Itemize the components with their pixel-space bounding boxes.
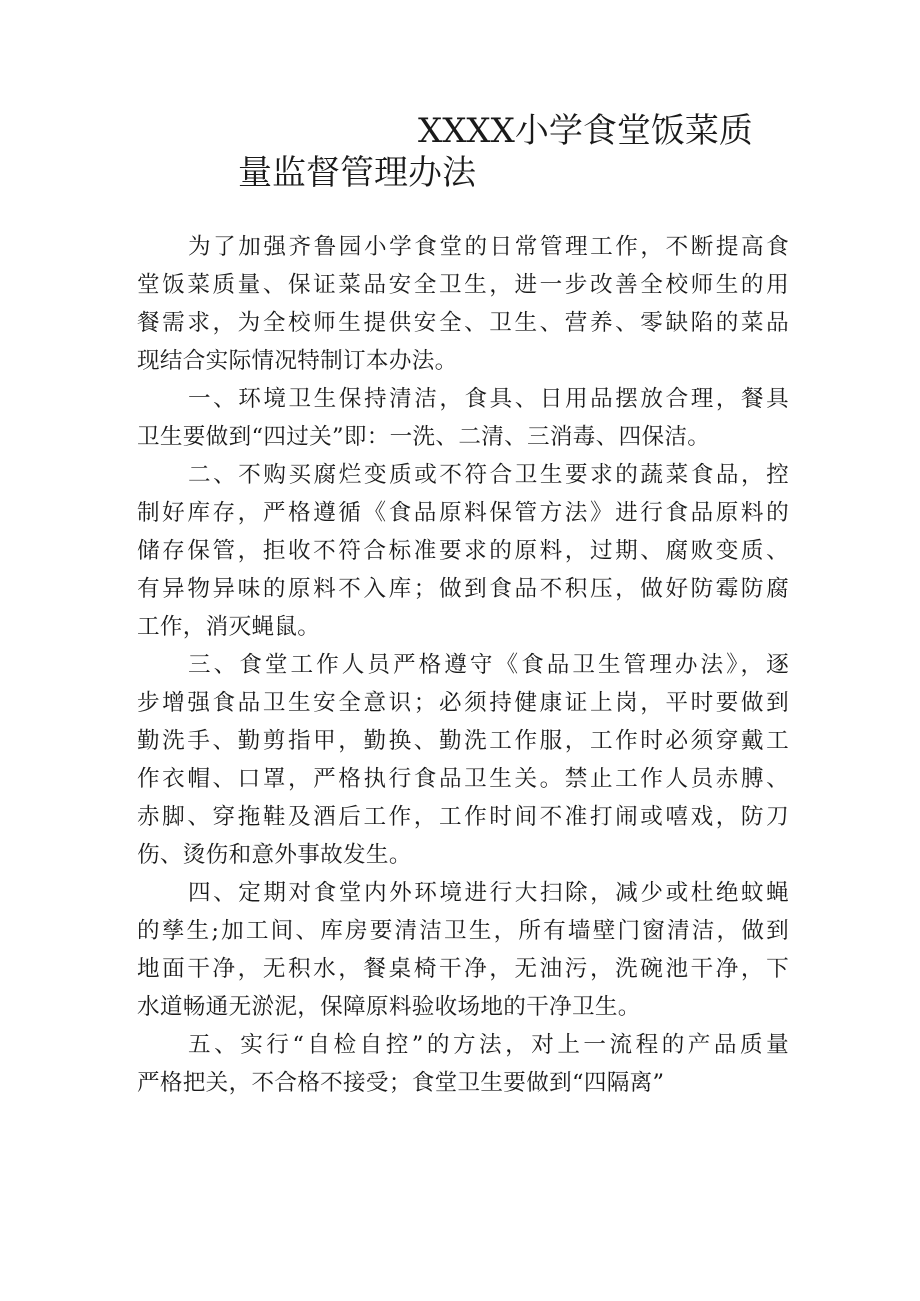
paragraph-line: 现结合实际情况特制订本办法。 (137, 348, 458, 374)
paragraph-line: 严格把关，不合格不接受；食堂卫生要做到“四隔离” (137, 1070, 665, 1096)
paragraph-line: 为了加强齐鲁园小学食堂的日常管理工作，不断提高食 (188, 234, 789, 260)
paragraph-line: 步增强食品卫生安全意识；必须持健康证上岗，平时要做到 (137, 690, 789, 716)
document-body (137, 228, 789, 1102)
paragraph-line: 地面干净，无积水，餐桌椅干净，无油污，洗碗池干净，下 (137, 956, 789, 982)
paragraph-line: 勤洗手、勤剪指甲，勤换、勤洗工作服，工作时必须穿戴工 (137, 728, 789, 754)
paragraph-line: 赤脚、穿拖鞋及酒后工作，工作时间不准打闹或嘻戏，防刀 (137, 804, 789, 830)
paragraph-line: 一、环境卫生保持清洁，食具、日用品摆放合理，餐具 (188, 386, 789, 412)
paragraph-line: 四、定期对食堂内外环境进行大扫除，减少或杜绝蚊蝇 (188, 880, 789, 906)
paragraph-line: 作衣帽、口罩，严格执行食品卫生关。禁止工作人员赤膊、 (137, 766, 789, 792)
paragraph-line: 伤、烫伤和意外事故发生。 (137, 842, 412, 868)
paragraph-line: 储存保管，拒收不符合标准要求的原料，过期、腐败变质、 (137, 538, 789, 564)
paragraph-line: 二、不购买腐烂变质或不符合卫生要求的蔬菜食品，控 (188, 462, 789, 488)
paragraph-item-3 (137, 646, 789, 874)
paragraph-item-1 (137, 380, 789, 456)
paragraph-line: 餐需求，为全校师生提供安全、卫生、营养、零缺陷的菜品 (137, 310, 789, 336)
paragraph-line: 制好库存，严格遵循《食品原料保管方法》进行食品原料的 (137, 500, 789, 526)
document-title-line-1: XXXX小学食堂饭菜质 (418, 111, 753, 151)
paragraph-line: 三、食堂工作人员严格遵守《食品卫生管理办法》，逐 (188, 652, 789, 678)
paragraph-item-2 (137, 456, 789, 646)
paragraph-line: 堂饭菜质量、保证菜品安全卫生，进一步改善全校师生的用 (137, 272, 789, 298)
paragraph-line: 的孳生;加工间、库房要清洁卫生，所有墙壁门窗清洁，做到 (137, 918, 789, 944)
paragraph-line: 工作，消灭蝇鼠。 (137, 614, 321, 640)
paragraph-line: 卫生要做到“四过关”即：一洗、二清、三消毒、四保洁。 (137, 424, 711, 450)
document-title-line-2: 量监督管理办法 (238, 153, 476, 193)
paragraph-item-4 (137, 874, 789, 1026)
paragraph-line: 水道畅通无淤泥，保障原料验收场地的干净卫生。 (137, 994, 641, 1020)
paragraph-intro (137, 228, 789, 380)
paragraph-item-5 (137, 1026, 789, 1102)
paragraph-line: 有异物异味的原料不入库；做到食品不积压，做好防霉防腐 (137, 576, 789, 602)
paragraph-line: 五、实行“自检自控”的方法，对上一流程的产品质量 (188, 1032, 789, 1058)
